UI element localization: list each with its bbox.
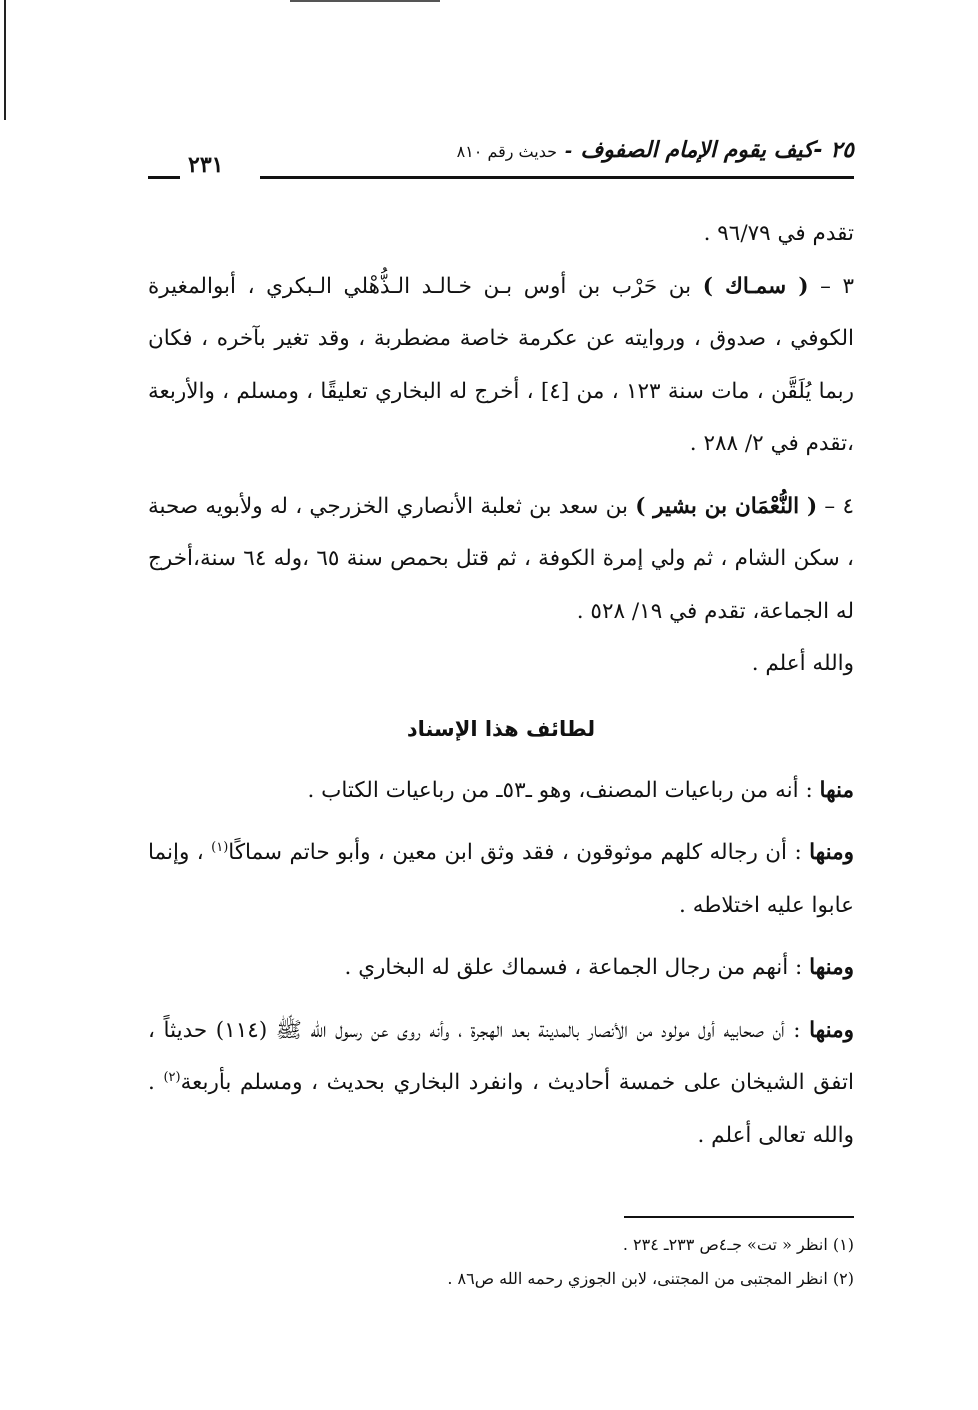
footnotes — [148, 1228, 854, 1296]
reference-text: تقدم في ٩٦/٧٩ . — [703, 221, 854, 246]
subtlety-text: : أن رجاله كلهم موثوقون ، فقد وثق ابن معين ، وأبو حاتم سماكًا — [228, 840, 810, 865]
narrator-bio: بن سعد بن ثعلبة الأنصاري الخزرجي ، له ولأبويه صحبة ، سكن الشام ، ثم ولي إمرة الكوفة ، ثم قتل بحمص سنة ٦٥ ،وله ٦٤ سنة،أخرج له الجماعة، تقدم في ١٩/ ٥٢٨ . — [148, 493, 854, 624]
header-rule — [260, 176, 854, 179]
subtlety-text: : أنهم من رجال الجماعة ، فسماك علق له البخاري . — [344, 955, 810, 980]
closing-phrase: والله أعلم . — [751, 651, 854, 676]
subtlety-label: منها — [819, 777, 854, 803]
main-text — [148, 208, 854, 1172]
footnote-marker: (٢) — [163, 1069, 181, 1085]
footnote-marker: (١) — [211, 839, 229, 855]
scan-edge-top — [290, 0, 440, 2]
page-number: ٢٣١ — [188, 152, 224, 178]
footnote-1: (١) انظر « تت» جـ٤ص ٢٣٣ـ ٢٣٤ . — [622, 1235, 854, 1254]
section-heading: لطائف هذا الإسناد — [406, 716, 596, 741]
paragraph-narrator-numan — [148, 481, 854, 691]
subtlety-item — [148, 765, 854, 818]
book-title: ٢٥ -كيف يقوم الإمام الصفوف — [580, 138, 854, 163]
narrator-number: ٣ – — [808, 273, 854, 299]
subtlety-text: . والله تعالى أعلم . — [148, 1070, 854, 1148]
subtlety-label: ومنها — [809, 1017, 854, 1043]
running-header-text — [457, 138, 854, 163]
subtlety-item — [148, 827, 854, 932]
narrator-name: ( سمـاك ) — [702, 273, 809, 299]
paragraph-reference — [148, 208, 854, 261]
subtlety-label: ومنها — [809, 955, 854, 980]
scan-edge-left — [4, 0, 6, 120]
subtlety-text: : أنه من رباعيات المصنف، وهو ـ٥٣ـ من رباعيات الكتاب . — [307, 777, 820, 803]
header-dash — [148, 176, 180, 179]
header-separator: - — [565, 141, 573, 162]
paragraph-narrator-simak — [148, 261, 854, 471]
running-header — [148, 132, 854, 192]
narrator-number: ٤ – — [817, 493, 854, 519]
narrator-bio: بن حَرْب بن أوس بـن خـالـد الـذُّهْلي الـبكري ، أبوالمغيرة الكوفي ، صدوق ، وروايته عن عكرمة خاصة مضطربة ، وقد تغير بآخره ، فكان ربما يُلَقَّن ، مات سنة ١٢٣ ، من [٤] ، أخرج له البخاري تعليقًا ، ومسلم ، والأربعة ،تقدم في ٢/ ٢٨٨ . — [148, 273, 854, 456]
footnote-2: (٢) انظر المجتبى من المجتنى، لابن الجوزي رحمه الله ص٨٦ . — [447, 1269, 854, 1288]
narrator-name: ( النُّعْمَان بن بشير ) — [635, 493, 818, 519]
subtlety-text: : أن صحابيه أول مولود من الأنصار بالمدينة بعد الهجرة ، وأنه روى عن رسول الله ﷺ (١١٤) حديثاً ، اتفق الشيخان على خمسة أحاديث ، وانفرد البخاري بحديث ، ومسلم بأربعة — [148, 1017, 854, 1095]
footnote-rule — [624, 1216, 854, 1218]
subtlety-item — [148, 1005, 854, 1163]
subtlety-item — [148, 942, 854, 995]
hadith-reference: حديث رقم ٨١٠ — [456, 142, 558, 161]
subtlety-text: ، وإنما عابوا عليه اختلاطه . — [148, 840, 854, 918]
subtlety-label: ومنها — [809, 840, 854, 865]
